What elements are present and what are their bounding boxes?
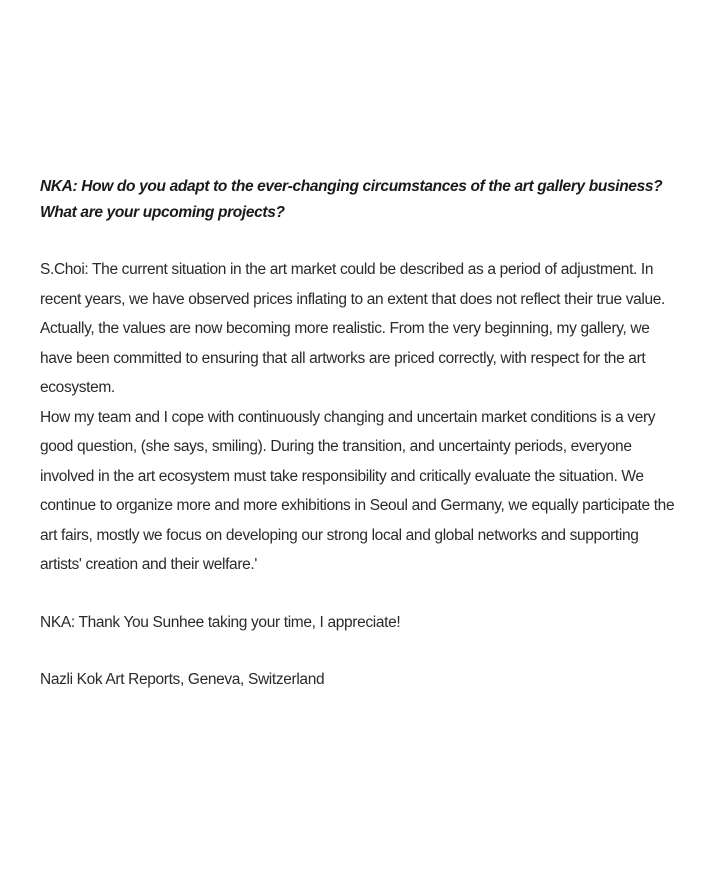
answer-paragraph-1: S.Choi: The current situation in the art market could be described as a period of adjustment. In recent years, we have observed prices inflating to an extent that does not reflect their true value. Actually, the values are now becoming more realistic. From the very beginning, my gallery, we have been committed to ensuring that all artworks are priced correctly, with respect for the art ecosystem. — [40, 261, 665, 396]
answer-paragraph-2: How my team and I cope with continuously changing and uncertain market conditions is a very good question, (she says, smiling). During the transition, and uncertainty periods, everyone involved in the art ecosystem must take responsibility and critically evaluate the situation. We continue to organize more and more exhibitions in Seoul and Germany, we equally participate the art fairs, mostly we focus on developing our strong local and global networks and supporting artists' creation and their welfare.' — [40, 408, 675, 573]
interview-answer — [40, 255, 680, 580]
interview-question: NKA: How do you adapt to the ever-changing circumstances of the art gallery business? What are your upcoming projects? — [40, 178, 663, 221]
interview-document — [40, 174, 680, 695]
closing-thanks: NKA: Thank You Sunhee taking your time, I appreciate! — [40, 613, 401, 631]
signature-line: Nazli Kok Art Reports, Geneva, Switzerland — [40, 671, 325, 688]
